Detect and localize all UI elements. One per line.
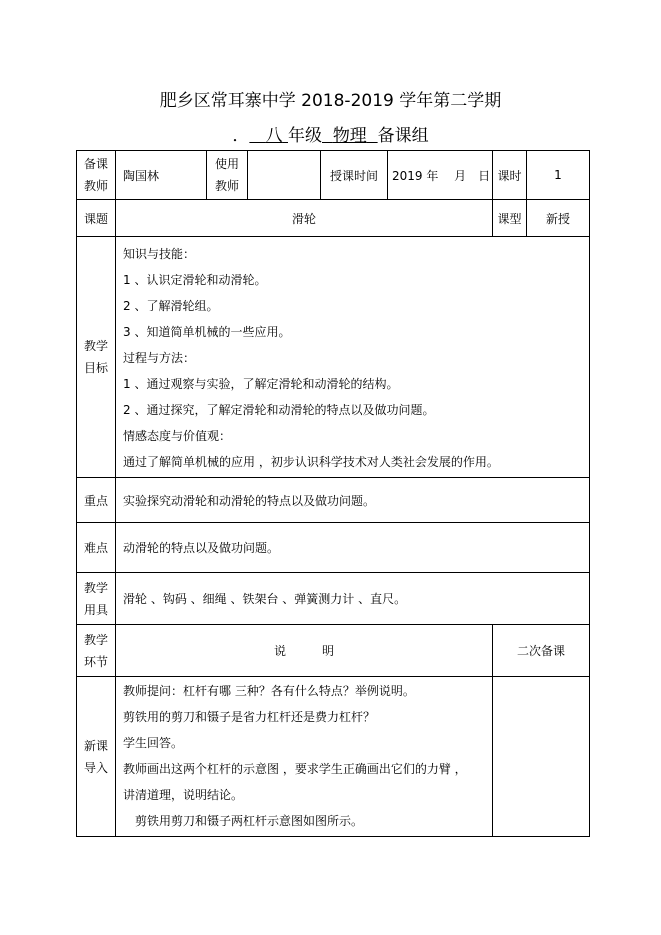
periods-label: 课时 [493, 151, 527, 200]
objectives-row [77, 237, 590, 478]
user-teacher-label: 使用 教师 [207, 151, 248, 200]
teaching-time-value: 2019 年 月 日 [388, 151, 493, 200]
grade-suffix: 年级 [288, 126, 322, 146]
tools-row [77, 573, 590, 625]
intro-label: 新课 导入 [77, 677, 116, 837]
objective-line: 1 、通过观察与实验，了解定滑轮和动滑轮的结构。 [123, 377, 399, 391]
grade-value: 八 [265, 126, 283, 146]
lesson-type-label: 课型 [493, 200, 527, 237]
intro-line: 讲清道理，说明结论。 [123, 788, 244, 802]
intro-second-prep [493, 677, 590, 837]
second-prep-label: 二次备课 [493, 625, 590, 677]
intro-line: 剪铁用剪刀和镊子两杠杆示意图如图所示。 [123, 814, 364, 828]
intro-content [116, 677, 493, 837]
tools-value: 滑轮 、钩码 、细绳 、铁架台 、弹簧测力计 、直尺。 [116, 573, 590, 625]
info-row [77, 151, 590, 200]
intro-line: 教师提问：杠杆有哪 三种？各有什么特点？举例说明。 [123, 684, 415, 698]
difficulty-row [77, 523, 590, 573]
objective-line: 情感态度与价值观： [123, 429, 232, 443]
key-point-value: 实验探究动滑轮和动滑轮的特点以及做功问题。 [116, 478, 590, 523]
intro-line: 剪铁用的剪刀和镊子是省力杠杆还是费力杠杆？ [123, 710, 376, 724]
objective-line: 2 、了解滑轮组。 [123, 299, 219, 313]
group-suffix: 备课组 [377, 126, 429, 146]
difficulty-label: 难点 [77, 523, 116, 573]
teaching-time-label: 授课时间 [321, 151, 388, 200]
subtitle-prefix: ． [232, 126, 250, 146]
prep-teacher-label: 备课 教师 [77, 151, 116, 200]
subject-value: 物理 [332, 126, 367, 146]
page-subtitle [0, 121, 661, 146]
objective-line: 通过了解简单机械的应用 ，初步认识科学技术对人类社会发展的作用。 [123, 455, 499, 469]
topic-label: 课题 [77, 200, 116, 237]
topic-value: 滑轮 [116, 200, 493, 237]
objective-line: 2 、通过探究，了解定滑轮和动滑轮的特点以及做功问题。 [123, 403, 435, 417]
prep-teacher-value: 陶国林 [116, 151, 207, 200]
topic-row [77, 200, 590, 237]
lesson-plan-table [76, 150, 590, 837]
stages-header-row [77, 625, 590, 677]
intro-line: 学生回答。 [123, 736, 184, 750]
intro-row [77, 677, 590, 837]
stages-label: 教学 环节 [77, 625, 116, 677]
user-teacher-value [248, 151, 321, 200]
key-point-row [77, 478, 590, 523]
objectives-content [116, 237, 590, 478]
intro-line: 教师画出这两个杠杆的示意图 ，要求学生正确画出它们的力臂 ， [123, 762, 467, 776]
page-title: 肥乡区常耳寨中学 2018-2019 学年第二学期 [159, 91, 502, 111]
objective-line: 3 、知道简单机械的一些应用。 [123, 325, 291, 339]
tools-label: 教学 用具 [77, 573, 116, 625]
key-point-label: 重点 [77, 478, 116, 523]
lesson-type-value: 新授 [527, 200, 590, 237]
objective-line: 知识与技能： [123, 247, 196, 261]
difficulty-value: 动滑轮的特点以及做功问题。 [116, 523, 590, 573]
objective-line: 1 、认识定滑轮和动滑轮。 [123, 273, 267, 287]
objective-line: 过程与方法： [123, 351, 196, 365]
periods-value: 1 [527, 151, 590, 200]
description-label: 说 明 [116, 625, 493, 677]
objectives-label: 教学 目标 [77, 237, 116, 478]
